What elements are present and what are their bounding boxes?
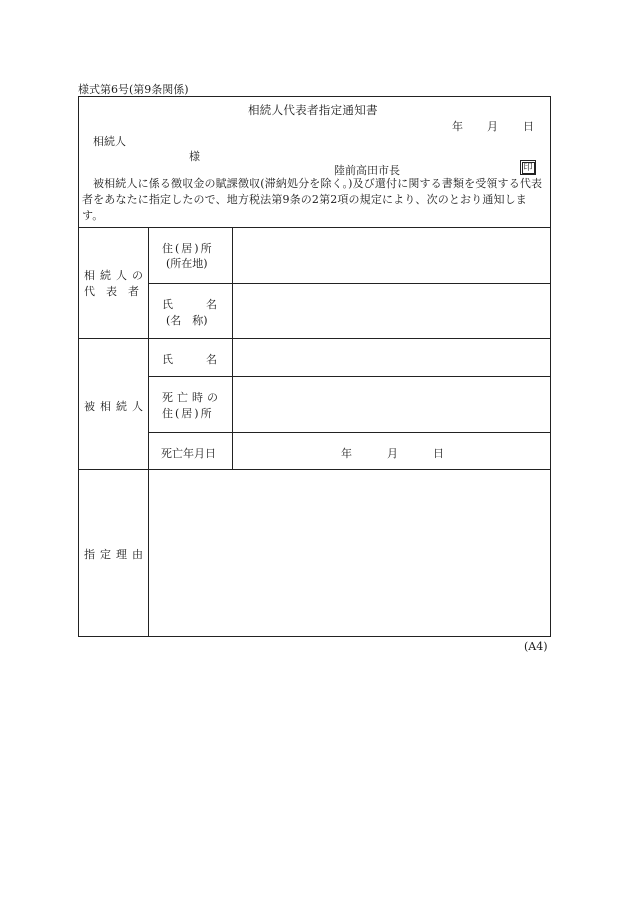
divider-label-col <box>148 227 149 637</box>
rep-label-line2: 代 表 者 <box>84 285 139 298</box>
divider-rep-inner <box>148 283 551 284</box>
rep-name-label-1: 氏 名 <box>162 298 217 311</box>
deceased-name-label: 氏 名 <box>162 353 217 366</box>
divider-deceased-2 <box>148 432 551 433</box>
recipient-label: 相続人 <box>93 135 126 148</box>
divider-field-col <box>232 227 233 469</box>
notice-body: 被相続人に係る徴収金の賦課徴収(滞納処分を除く。)及び還付に関する書類を受領する代表者をあなたに指定したので、地方税法第9条の2第2項の規定により、次のとおり通知します。 <box>82 177 543 222</box>
deceased-label: 被相続人 <box>84 400 148 413</box>
date-day: 日 <box>523 120 534 133</box>
form-code: 様式第6号(第9条関係) <box>78 83 189 96</box>
death-date-day: 日 <box>433 447 444 460</box>
rep-address-label-2: (所在地) <box>166 257 208 270</box>
issuer-name: 陸前高田市長 <box>334 164 400 177</box>
reason-label: 指定理由 <box>84 548 148 561</box>
date-year: 年 <box>452 120 463 133</box>
rep-name-label-2: (名 称) <box>166 314 208 327</box>
seal-text: 印 <box>523 163 533 173</box>
rep-label-line1: 相続人の <box>84 269 148 282</box>
date-month: 月 <box>487 120 498 133</box>
death-date-month: 月 <box>387 447 398 460</box>
divider-deceased-1 <box>148 376 551 377</box>
death-date-label: 死亡年月日 <box>161 447 216 460</box>
death-date-year: 年 <box>341 447 352 460</box>
recipient-honorific: 様 <box>189 150 200 163</box>
seal-mark <box>520 160 536 175</box>
deceased-address-label-1: 死亡時の <box>162 391 222 404</box>
deceased-address-label-2: 住(居)所 <box>162 407 214 420</box>
document-title: 相続人代表者指定通知書 <box>248 103 378 117</box>
paper-size: (A4) <box>524 640 548 653</box>
rep-address-label-1: 住(居)所 <box>162 242 214 255</box>
